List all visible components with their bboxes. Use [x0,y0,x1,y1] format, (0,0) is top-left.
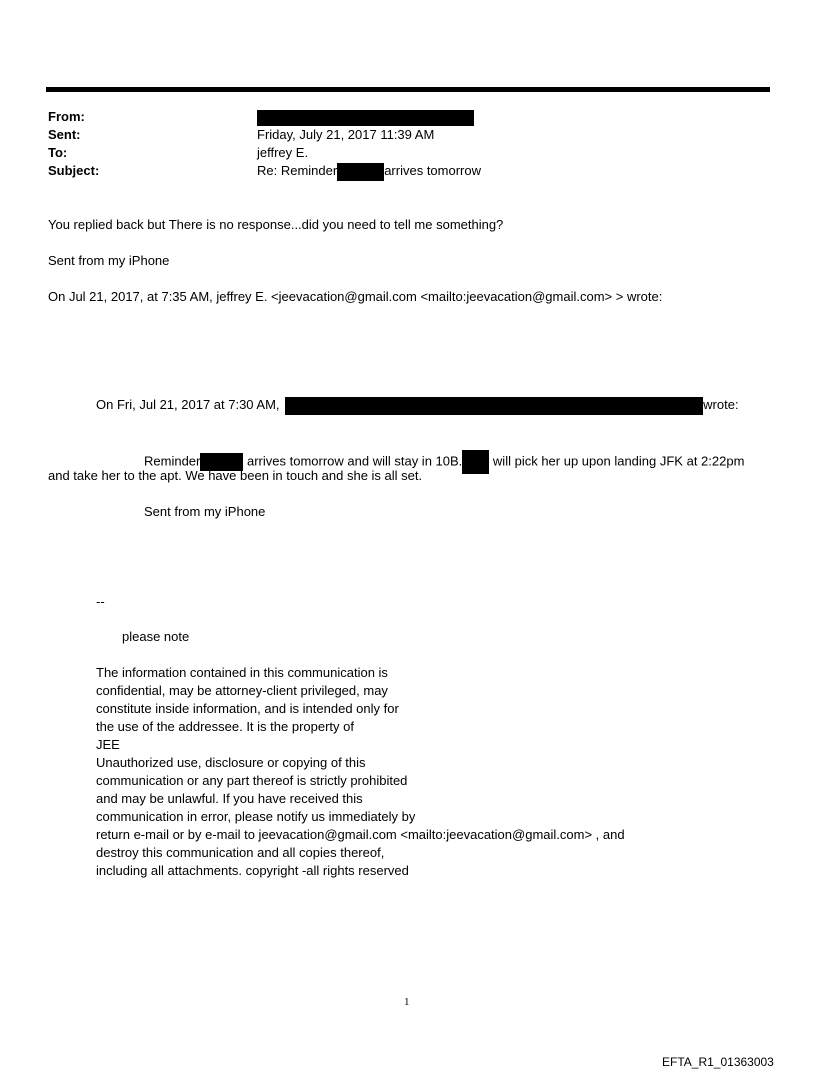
quote-header: On Jul 21, 2017, at 7:35 AM, jeffrey E. <jeevacation@gmail.com <mailto:jeevacation@gmail.com> > wrote: [48,289,663,304]
disclaimer-line: the use of the addressee. It is the property of [96,719,354,734]
disclaimer-line: confidential, may be attorney-client privileged, may [96,683,388,698]
redaction-bar [337,163,384,181]
reminder-line: Reminder arrives tomorrow and will stay in 10B. will pick her up upon landing JFK at 2:22pm [144,450,744,474]
sent-value: Friday, July 21, 2017 11:39 AM [257,127,435,142]
quote-sent-from-iphone: Sent from my iPhone [144,504,266,519]
sent-from-iphone: Sent from my iPhone [48,253,170,268]
disclaimer-line: Unauthorized use, disclosure or copying of this [96,755,366,770]
disclaimer-line: communication in error, please notify us immediately by [96,809,416,824]
body-line: You replied back but There is no response...did you need to tell me something? [48,217,504,232]
disclaimer-line: including all attachments. copyright -all rights reserved [96,863,409,878]
disclaimer-line: constitute inside information, and is intended only for [96,701,399,716]
signature-separator: -- [96,594,105,609]
disclaimer-line: The information contained in this communication is [96,665,388,680]
to-value: jeffrey E. [257,145,309,160]
please-note: please note [122,629,190,644]
disclaimer-line: destroy this communication and all copies thereof, [96,845,385,860]
from-value [257,108,474,126]
page-number: 1 [404,996,410,1008]
header-rule [46,87,770,92]
disclaimer [96,664,625,880]
redaction-bar [285,397,703,415]
reminder-line-2: and take her to the apt. We have been in touch and she is all set. [48,468,423,483]
disclaimer-line: and may be unlawful. If you have received this [96,791,363,806]
disclaimer-line: communication or any part thereof is strictly prohibited [96,773,408,788]
subject-label: Subject: [48,163,100,178]
to-label: To: [48,145,68,160]
from-label: From: [48,109,85,124]
redaction-bar [257,110,474,126]
subject-suffix: arrives tomorrow [384,163,481,178]
disclaimer-line: return e-mail or by e-mail to jeevacation@gmail.com <mailto:jeevacation@gmail.com> , and [96,827,625,842]
disclaimer-line: JEE [96,737,120,752]
redaction-bar [462,450,489,474]
document-id: EFTA_R1_01363003 [662,1055,774,1069]
subject-value [257,162,481,181]
subject-prefix: Re: Reminder [257,163,338,178]
nested-quote-header: On Fri, Jul 21, 2017 at 7:30 AM, wrote: [96,396,739,415]
sent-label: Sent: [48,127,81,142]
